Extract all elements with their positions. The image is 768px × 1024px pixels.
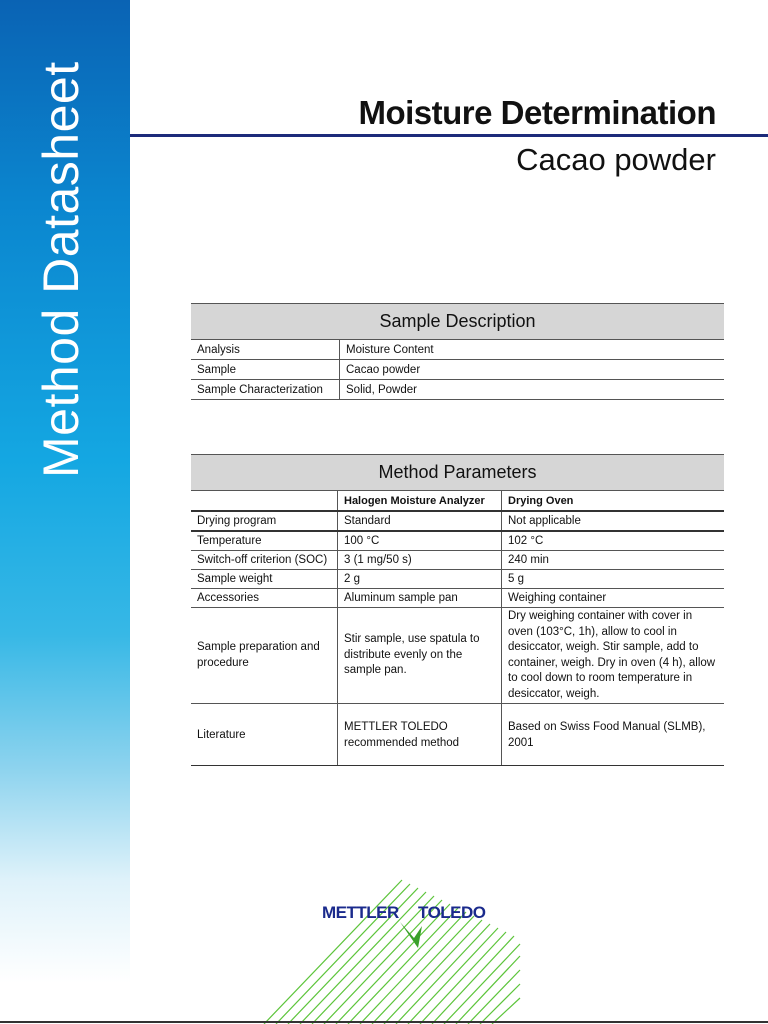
row-label: Temperature — [191, 531, 338, 551]
column-header-oven: Drying Oven — [502, 491, 725, 512]
method-parameters-heading: Method Parameters — [191, 455, 724, 491]
row-label: Switch-off criterion (SOC) — [191, 551, 338, 570]
row-label: Drying program — [191, 511, 338, 531]
halogen-value: Stir sample, use spatula to distribute evenly on the sample pan. — [338, 608, 502, 704]
table-row — [191, 531, 724, 551]
bottom-divider — [0, 1021, 768, 1023]
table-row — [191, 360, 724, 380]
sample-description-table — [191, 303, 724, 400]
table-row — [191, 380, 724, 400]
table-row — [191, 340, 724, 360]
table-row — [191, 551, 724, 570]
halogen-value: Aluminum sample pan — [338, 589, 502, 608]
row-label: Sample weight — [191, 570, 338, 589]
title-divider — [130, 134, 768, 137]
column-header-blank — [191, 491, 338, 512]
sample-description-heading: Sample Description — [191, 304, 724, 340]
side-title: Method Datasheet — [33, 61, 89, 478]
row-label: Sample preparation and procedure — [191, 608, 338, 704]
row-value: Cacao powder — [340, 360, 725, 380]
halogen-value: 2 g — [338, 570, 502, 589]
column-header-halogen: Halogen Moisture Analyzer — [338, 491, 502, 512]
row-label: Sample — [191, 360, 340, 380]
column-header-row — [191, 491, 724, 512]
oven-value: 102 °C — [502, 531, 725, 551]
table-row — [191, 589, 724, 608]
oven-value: 5 g — [502, 570, 725, 589]
halogen-value: 100 °C — [338, 531, 502, 551]
table-row — [191, 570, 724, 589]
row-value: Solid, Powder — [340, 380, 725, 400]
row-label: Analysis — [191, 340, 340, 360]
row-label: Sample Characterization — [191, 380, 340, 400]
oven-value: Weighing container — [502, 589, 725, 608]
table-row — [191, 511, 724, 531]
table-row — [191, 704, 724, 766]
logo-text-mettler: METTLER — [322, 903, 399, 922]
row-value: Moisture Content — [340, 340, 725, 360]
halogen-value: 3 (1 mg/50 s) — [338, 551, 502, 570]
row-label: Literature — [191, 704, 338, 766]
page-title: Moisture Determination — [358, 94, 716, 131]
page-subtitle: Cacao powder — [516, 142, 716, 177]
oven-value: 240 min — [502, 551, 725, 570]
row-label: Accessories — [191, 589, 338, 608]
method-parameters-table — [191, 454, 724, 766]
logo-text-toledo: TOLEDO — [418, 903, 486, 922]
halogen-value: Standard — [338, 511, 502, 531]
oven-value: Based on Swiss Food Manual (SLMB), 2001 — [502, 704, 725, 766]
oven-value: Dry weighing container with cover in oven (103°C, 1h), allow to cool in desiccator, weigh. Stir sample, add to container, weigh. Dry in oven (4 h), allow to cool down to room temperature in desiccator, weigh. — [502, 608, 725, 704]
mettler-toledo-logo-icon — [262, 878, 522, 1024]
oven-value: Not applicable — [502, 511, 725, 531]
halogen-value: METTLER TOLEDO recommended method — [338, 704, 502, 766]
table-row — [191, 608, 724, 704]
